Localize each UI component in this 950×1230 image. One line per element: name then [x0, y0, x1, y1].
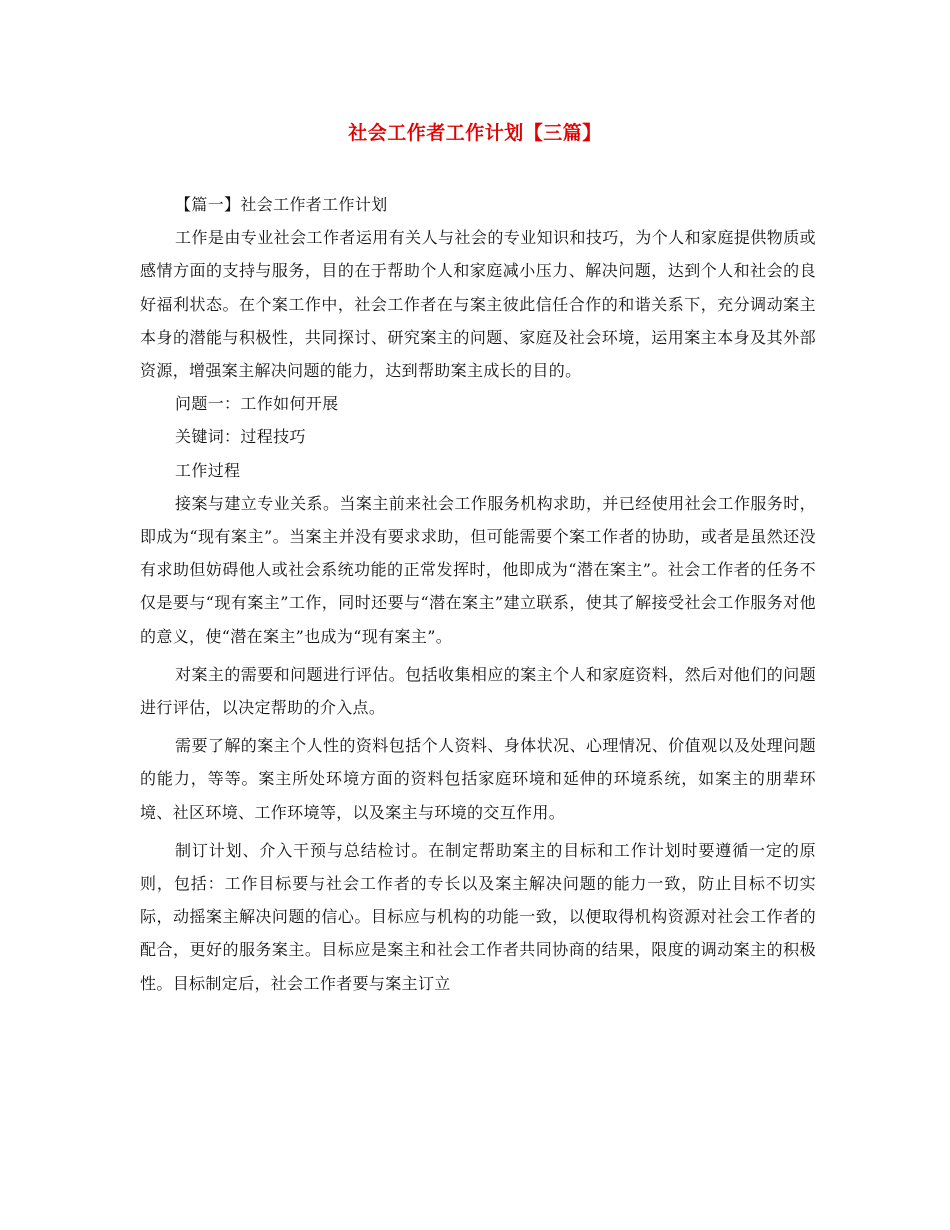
paragraph: 制订计划、介入干预与总结检讨。在制定帮助案主的目标和工作计划时要遵循一定的原则，包括：工作目标要与社会工作者的专长以及案主解决问题的能力一致，防止目标不切实际，动摇案主解决问题的信心。目标应与机构的功能一致，以便取得机构资源对社会工作者的配合，更好的服务案主。目标应是案主和社会工作者共同协商的结果，限度的调动案主的积极性。目标制定后，社会工作者要与案主订立	[140, 840, 816, 993]
paragraph: 对案主的需要和问题进行评估。包括收集相应的案主个人和家庭资料，然后对他们的问题进行评估，以决定帮助的介入点。	[140, 664, 816, 718]
subheading: 工作过程	[175, 460, 241, 480]
paragraph: 需要了解的案主个人性的资料包括个人资料、身体状况、心理情况、价值观以及处理问题的能力，等等。案主所处环境方面的资料包括家庭环境和延伸的环境系统，如案主的朋辈环境、社区环境、工作环境等，以及案主与环境的交互作用。	[140, 736, 816, 822]
question-line: 问题一：工作如何开展	[175, 394, 339, 414]
document-title: 社会工作者工作计划【三篇】	[348, 122, 602, 144]
paragraph: 接案与建立专业关系。当案主前来社会工作服务机构求助，并已经使用社会工作服务时，即成为“现有案主”。当案主并没有要求求助，但可能需要个案工作者的协助，或者是虽然还没有求助但妨碍他人或社会系统功能的正常发挥时，他即成为“潜在案主”。社会工作者的任务不仅是要与“现有案主”工作，同时还要与“潜在案主”建立联系，使其了解接受社会工作服务对他的意义，使“潜在案主”也成为“现有案主”。	[140, 493, 816, 646]
section-heading: 【篇一】社会工作者工作计划	[175, 195, 388, 214]
keyword-line: 关键词：过程技巧	[175, 427, 306, 447]
document-body	[140, 188, 816, 1000]
paragraph: 工作是由专业社会工作者运用有关人与社会的专业知识和技巧，为个人和家庭提供物质或感情方面的支持与服务，目的在于帮助个人和家庭减小压力、解决问题，达到个人和社会的良好福利状态。在个案工作中，社会工作者在与案主彼此信任合作的和谐关系下，充分调动案主本身的潜能与积极性，共同探讨、研究案主的问题、家庭及社会环境，运用案主本身及其外部资源，增强案主解决问题的能力，达到帮助案主成长的目的。	[140, 228, 816, 381]
